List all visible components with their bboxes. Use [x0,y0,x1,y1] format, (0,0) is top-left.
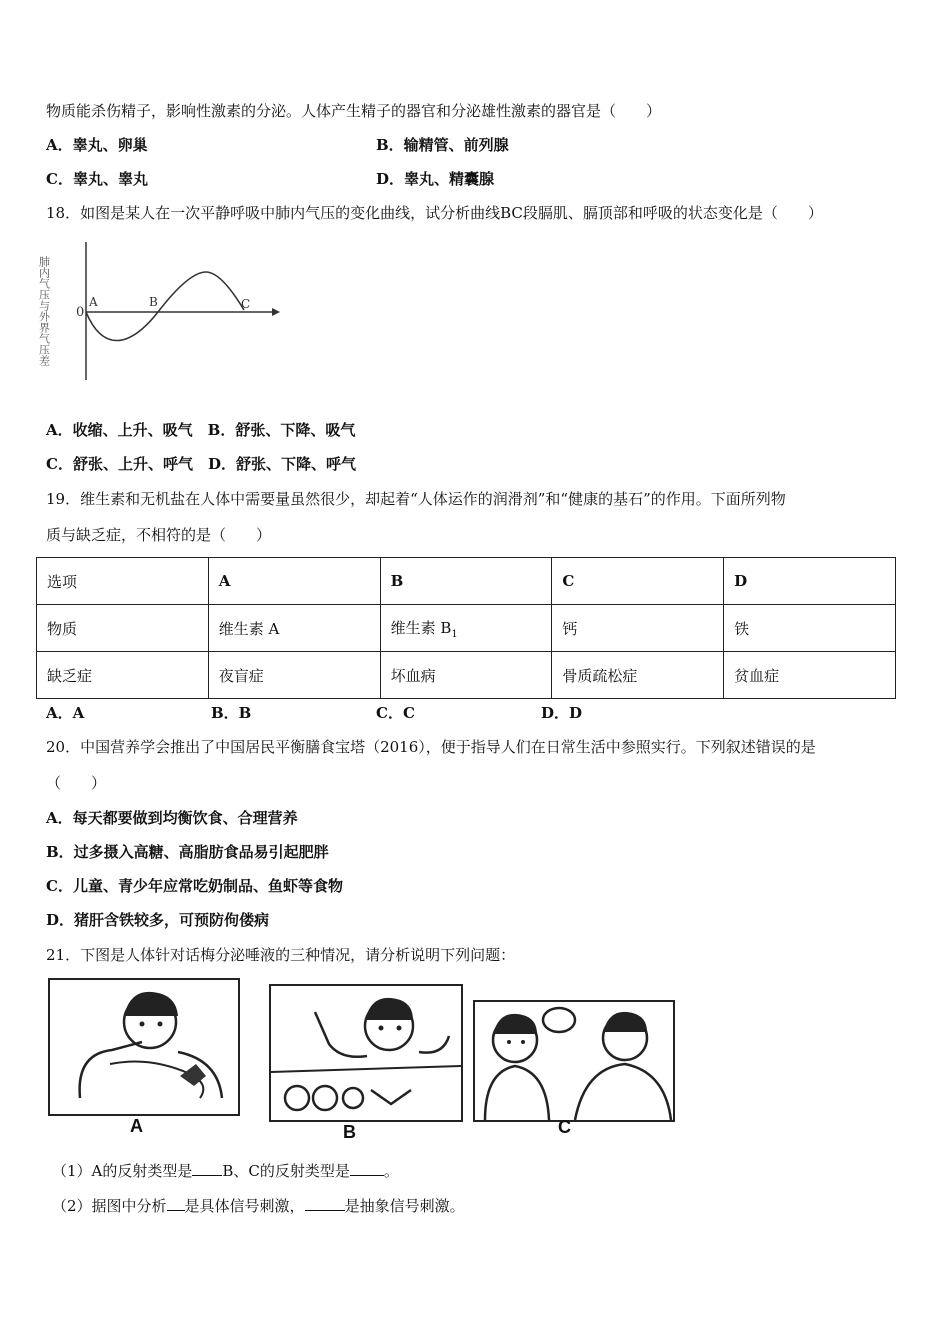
q18-options-ab[interactable]: A．收缩、上升、吸气 B．舒张、下降、吸气 [46,421,356,439]
lung-pressure-graph [37,238,280,388]
table-cell: 坏血病 [380,652,552,699]
q20-stem-line1: 20．中国营养学会推出了中国居民平衡膳食宝塔（2016），便于指导人们在日常生活中参照实行。下列叙述错误的是 [46,738,816,756]
table-cell: B [380,558,552,605]
q21-sub2-part-c: 是抽象信号刺激。 [344,1197,465,1215]
table-cell: 缺乏症 [37,652,209,699]
table-cell: 物质 [37,605,209,652]
graph-ylabel: 肺内气压与外界气压差 [37,256,51,366]
table-cell: 贫血症 [724,652,896,699]
q19-option-c[interactable]: C．C [376,704,415,722]
q19-option-b[interactable]: B．B [211,704,252,722]
q21-sub1-part-c: 。 [383,1162,399,1180]
table-cell [380,605,552,652]
child-eating-plum-icon [50,980,238,1114]
q17-option-c[interactable]: C．睾丸、睾丸 [46,170,148,188]
table-cell: 铁 [724,605,896,652]
vitamin-b-subscript: 1 [451,628,458,640]
table-row [37,652,896,699]
q21-sub2-part-a: （2）据图中分析 [52,1197,167,1215]
table-cell: A [208,558,380,605]
table-cell: 钙 [552,605,724,652]
q21-sub1-part-b: B、C的反射类型是 [222,1162,350,1180]
q18-stem: 18．如图是某人在一次平静呼吸中肺内气压的变化曲线，试分析曲线BC段膈肌、膈顶部和呼吸的状态变化是（ ） [46,204,823,222]
table-cell: 选项 [37,558,209,605]
illustration-b-label: B [343,1122,356,1142]
illustration-a-label: A [130,1116,143,1136]
graph-point-b: B [149,295,158,309]
graph-curve [86,272,244,341]
table-row [37,558,896,605]
answer-blank[interactable] [192,1161,222,1176]
q19-option-d[interactable]: D．D [541,704,583,722]
q17-option-a[interactable]: A．睾丸、卵巢 [46,136,148,154]
q19-stem-line1: 19．维生素和无机盐在人体中需要量虽然很少，却起着“人体运作的润滑剂”和“健康的基石”的作用。下面所列物 [46,490,786,508]
q20-option-c[interactable]: C．儿童、青少年应常吃奶制品、鱼虾等食物 [46,877,343,895]
answer-blank[interactable] [350,1161,384,1176]
illustration-c [473,1000,675,1122]
illustration-c-label: C [558,1117,571,1137]
q21-sub1-part-a: （1）A的反射类型是 [52,1162,193,1180]
q17-stem: 物质能杀伤精子，影响性激素的分泌。人体产生精子的器官和分泌雄性激素的器官是（ ） [46,102,662,120]
graph-point-c: C [241,297,251,311]
answer-blank[interactable] [305,1196,345,1211]
q19-option-a[interactable]: A．A [46,704,85,722]
graph-point-a: A [89,295,98,309]
table-cell: 骨质疏松症 [552,652,724,699]
q20-option-d[interactable]: D．猪肝含铁较多，可预防佝偻病 [46,911,270,929]
table-cell: C [552,558,724,605]
table-cell: D [724,558,896,605]
q20-option-a[interactable]: A．每天都要做到均衡饮食、合理营养 [46,809,298,827]
q21-sub1 [52,1161,399,1181]
q21-stem: 21．下图是人体针对话梅分泌唾液的三种情况，请分析说明下列问题： [46,946,516,964]
q19-stem-line2: 质与缺乏症，不相符的是（ ） [46,526,272,544]
answer-blank[interactable] [167,1196,185,1211]
table-cell: 维生素 A [208,605,380,652]
q21-sub2-part-b: 是具体信号刺激， [184,1197,305,1215]
q19-table [36,557,896,699]
q21-sub2 [52,1196,465,1216]
child-seeing-plums-icon [271,986,461,1120]
vitamin-b-label: 维生素 B [390,618,452,637]
graph-origin: 0 [76,305,85,320]
illustration-b [269,984,463,1122]
graph-x-arrow [272,308,280,316]
table-row [37,605,896,652]
q17-option-d[interactable]: D．睾丸、精囊腺 [376,170,495,188]
q20-stem-line2: （ ） [46,774,107,792]
q18-options-cd[interactable]: C．舒张、上升、呼气 D．舒张、下降、呼气 [46,455,356,473]
q20-option-b[interactable]: B．过多摄入高糖、高脂肪食品易引起肥胖 [46,843,329,861]
table-cell: 夜盲症 [208,652,380,699]
child-hearing-plums-icon [475,1002,673,1120]
q17-option-b[interactable]: B．输精管、前列腺 [376,136,509,154]
illustration-a [48,978,240,1116]
